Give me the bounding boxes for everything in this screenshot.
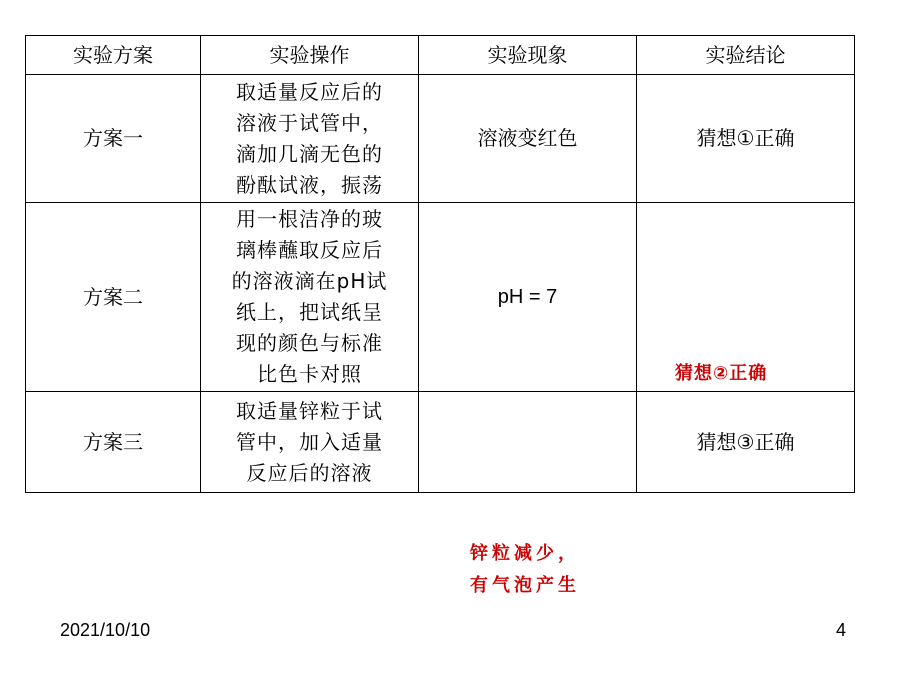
operation-line: 的溶液滴在pH试 — [231, 269, 388, 293]
header-phenomenon: 实验现象 — [419, 36, 637, 75]
experiment-table — [25, 35, 855, 493]
conclusion-cell: 猜想①正确 — [637, 75, 855, 203]
handwritten-conclusion: 猜想②正确 — [675, 363, 768, 384]
operation-line: 比色卡对照 — [257, 362, 362, 386]
operation-line: 取适量反应后的 — [236, 79, 383, 104]
footer-date: 2021/10/10 — [60, 620, 151, 640]
phenomenon-cell: 溶液变红色 — [419, 75, 637, 203]
operation-line: 纸上，把试纸呈 — [236, 300, 383, 324]
header-scheme: 实验方案 — [26, 36, 201, 75]
header-operation: 实验操作 — [201, 36, 419, 75]
operation-line: 管中，加入适量 — [236, 429, 383, 454]
operation-cell — [201, 75, 419, 203]
conclusion-cell — [637, 203, 855, 392]
operation-line: 璃棒蘸取反应后 — [236, 238, 383, 262]
operation-line: 滴加几滴无色的 — [236, 141, 383, 166]
operation-line: 用一根洁净的玻 — [236, 207, 383, 231]
annotation-line: 有气泡产生 — [470, 575, 580, 596]
phenomenon-cell: pH = 7 — [419, 203, 637, 392]
operation-line: 现的颜色与标准 — [236, 331, 383, 355]
red-annotation — [470, 538, 580, 602]
table-row — [26, 203, 855, 392]
operation-cell — [201, 392, 419, 493]
operation-line: 溶液于试管中， — [236, 110, 383, 135]
annotation-line: 锌粒减少， — [470, 543, 580, 564]
operation-line: 取适量锌粒于试 — [236, 398, 383, 423]
table-row — [26, 75, 855, 203]
page-number: 4 — [836, 620, 847, 640]
header-conclusion: 实验结论 — [637, 36, 855, 75]
operation-cell — [201, 203, 419, 392]
conclusion-cell: 猜想③正确 — [637, 392, 855, 493]
table-row — [26, 392, 855, 493]
phenomenon-cell — [419, 392, 637, 493]
operation-line: 反应后的溶液 — [246, 460, 373, 485]
scheme-cell: 方案一 — [26, 75, 201, 203]
scheme-cell: 方案二 — [26, 203, 201, 392]
operation-line: 酚酞试液，振荡 — [236, 172, 383, 197]
scheme-cell: 方案三 — [26, 392, 201, 493]
table-header-row — [26, 36, 855, 75]
